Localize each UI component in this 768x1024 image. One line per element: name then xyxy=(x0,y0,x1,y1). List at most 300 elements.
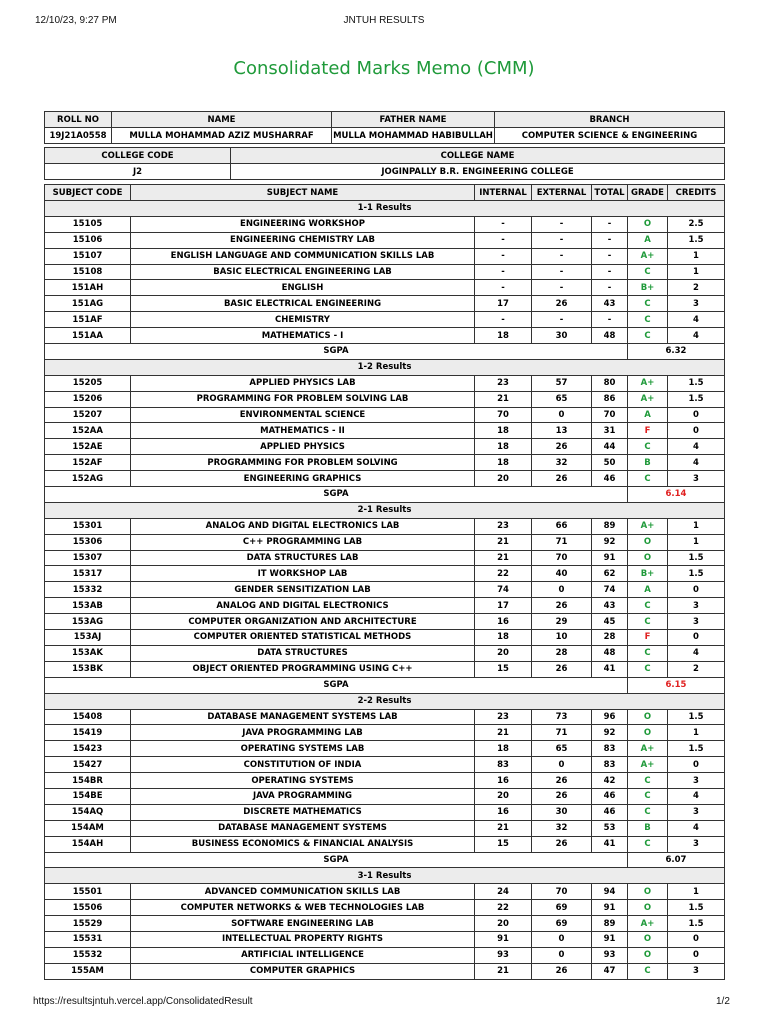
total-marks: 91 xyxy=(592,931,628,947)
subject-name: ENVIRONMENTAL SCIENCE xyxy=(131,407,475,423)
subject-row xyxy=(45,280,725,296)
total-marks: 92 xyxy=(592,534,628,550)
col-credits: CREDITS xyxy=(668,185,725,201)
external-marks: 26 xyxy=(532,439,592,455)
subject-row xyxy=(45,661,725,677)
grade: C xyxy=(628,661,668,677)
subject-row xyxy=(45,375,725,391)
internal-marks: 18 xyxy=(475,455,532,471)
internal-marks: 16 xyxy=(475,773,532,789)
subject-row xyxy=(45,931,725,947)
internal-marks: - xyxy=(475,216,532,232)
subject-name: COMPUTER ORGANIZATION AND ARCHITECTURE xyxy=(131,614,475,630)
subject-row xyxy=(45,439,725,455)
grade: A xyxy=(628,232,668,248)
credits: 2 xyxy=(668,661,725,677)
grade: B+ xyxy=(628,566,668,582)
internal-marks: 15 xyxy=(475,661,532,677)
subject-row xyxy=(45,757,725,773)
credits: 1 xyxy=(668,534,725,550)
credits: 4 xyxy=(668,312,725,328)
external-marks: 0 xyxy=(532,931,592,947)
college-info-table xyxy=(44,147,725,180)
internal-marks: 22 xyxy=(475,900,532,916)
subject-row xyxy=(45,963,725,979)
grade: A+ xyxy=(628,757,668,773)
subject-code: 15207 xyxy=(45,407,131,423)
subject-row xyxy=(45,804,725,820)
internal-marks: 18 xyxy=(475,439,532,455)
total-marks: - xyxy=(592,232,628,248)
external-marks: 32 xyxy=(532,455,592,471)
total-marks: 46 xyxy=(592,471,628,487)
internal-marks: 15 xyxy=(475,836,532,852)
print-page-title: JNTUH RESULTS xyxy=(343,15,425,26)
sgpa-value: 6.15 xyxy=(628,677,725,693)
internal-marks: 74 xyxy=(475,582,532,598)
subject-row xyxy=(45,916,725,932)
subject-name: CONSTITUTION OF INDIA xyxy=(131,757,475,773)
credits: 4 xyxy=(668,645,725,661)
grade: A xyxy=(628,407,668,423)
total-marks: - xyxy=(592,248,628,264)
roll-no-header: ROLL NO xyxy=(45,112,112,128)
subject-code: 15105 xyxy=(45,216,131,232)
credits: 2.5 xyxy=(668,216,725,232)
subject-row xyxy=(45,709,725,725)
subject-name: OBJECT ORIENTED PROGRAMMING USING C++ xyxy=(131,661,475,677)
subject-row xyxy=(45,518,725,534)
internal-marks: 23 xyxy=(475,375,532,391)
sgpa-value: 6.14 xyxy=(628,487,725,503)
internal-marks: 20 xyxy=(475,916,532,932)
subject-name: COMPUTER NETWORKS & WEB TECHNOLOGIES LAB xyxy=(131,900,475,916)
internal-marks: 20 xyxy=(475,645,532,661)
subject-name: ARTIFICIAL INTELLIGENCE xyxy=(131,947,475,963)
internal-marks: 22 xyxy=(475,566,532,582)
subject-code: 154AQ xyxy=(45,804,131,820)
grade: A+ xyxy=(628,391,668,407)
external-marks: 65 xyxy=(532,391,592,407)
sgpa-row xyxy=(45,487,725,503)
total-marks: 48 xyxy=(592,645,628,661)
total-marks: - xyxy=(592,216,628,232)
subject-row xyxy=(45,820,725,836)
subject-name: BASIC ELECTRICAL ENGINEERING LAB xyxy=(131,264,475,280)
external-marks: 29 xyxy=(532,614,592,630)
external-marks: 0 xyxy=(532,947,592,963)
total-marks: 44 xyxy=(592,439,628,455)
grade: C xyxy=(628,471,668,487)
subject-row xyxy=(45,836,725,852)
subject-row xyxy=(45,566,725,582)
external-marks: 26 xyxy=(532,788,592,804)
subject-row xyxy=(45,884,725,900)
external-marks: 0 xyxy=(532,407,592,423)
internal-marks: 83 xyxy=(475,757,532,773)
subject-name: DATA STRUCTURES LAB xyxy=(131,550,475,566)
grade: O xyxy=(628,725,668,741)
total-marks: 48 xyxy=(592,328,628,344)
grade: C xyxy=(628,614,668,630)
subject-name: INTELLECTUAL PROPERTY RIGHTS xyxy=(131,931,475,947)
grade: A+ xyxy=(628,375,668,391)
internal-marks: 17 xyxy=(475,598,532,614)
external-marks: 0 xyxy=(532,757,592,773)
semester-label: 1-1 Results xyxy=(45,201,725,217)
credits: 3 xyxy=(668,471,725,487)
external-marks: 40 xyxy=(532,566,592,582)
subject-code: 15419 xyxy=(45,725,131,741)
credits: 4 xyxy=(668,439,725,455)
father-name-header: FATHER NAME xyxy=(332,112,495,128)
total-marks: 43 xyxy=(592,296,628,312)
external-marks: 71 xyxy=(532,534,592,550)
student-info-table xyxy=(44,111,725,144)
external-marks: 66 xyxy=(532,518,592,534)
subject-row xyxy=(45,773,725,789)
sgpa-label: SGPA xyxy=(45,677,628,693)
branch-value: COMPUTER SCIENCE & ENGINEERING xyxy=(495,128,725,144)
total-marks: 80 xyxy=(592,375,628,391)
subject-code: 152AF xyxy=(45,455,131,471)
credits: 4 xyxy=(668,455,725,471)
total-marks: 91 xyxy=(592,900,628,916)
subject-row xyxy=(45,328,725,344)
subject-name: ENGINEERING GRAPHICS xyxy=(131,471,475,487)
subject-code: 153AB xyxy=(45,598,131,614)
grade: C xyxy=(628,788,668,804)
credits: 3 xyxy=(668,598,725,614)
grade: C xyxy=(628,312,668,328)
col-grade: GRADE xyxy=(628,185,668,201)
subject-row xyxy=(45,630,725,646)
grade: O xyxy=(628,216,668,232)
internal-marks: - xyxy=(475,312,532,328)
credits: 0 xyxy=(668,582,725,598)
subject-code: 15107 xyxy=(45,248,131,264)
subject-row xyxy=(45,248,725,264)
internal-marks: 24 xyxy=(475,884,532,900)
roll-no-value: 19J21A0558 xyxy=(45,128,112,144)
grade: A+ xyxy=(628,916,668,932)
subject-name: OPERATING SYSTEMS LAB xyxy=(131,741,475,757)
grade: A xyxy=(628,582,668,598)
subject-code: 15332 xyxy=(45,582,131,598)
print-url: https://resultsjntuh.vercel.app/ConsolidatedResult xyxy=(33,996,253,1007)
sgpa-label: SGPA xyxy=(45,852,628,868)
grade: C xyxy=(628,804,668,820)
credits: 1.5 xyxy=(668,916,725,932)
subject-code: 153BK xyxy=(45,661,131,677)
internal-marks: 93 xyxy=(475,947,532,963)
internal-marks: 16 xyxy=(475,614,532,630)
grade: C xyxy=(628,598,668,614)
grade: A+ xyxy=(628,248,668,264)
college-code-header: COLLEGE CODE xyxy=(45,148,231,164)
subject-row xyxy=(45,407,725,423)
internal-marks: 18 xyxy=(475,423,532,439)
grade: A+ xyxy=(628,741,668,757)
subject-name: APPLIED PHYSICS LAB xyxy=(131,375,475,391)
credits: 1.5 xyxy=(668,566,725,582)
subject-row xyxy=(45,725,725,741)
subject-name: ENGINEERING WORKSHOP xyxy=(131,216,475,232)
total-marks: - xyxy=(592,264,628,280)
total-marks: 45 xyxy=(592,614,628,630)
internal-marks: - xyxy=(475,264,532,280)
subject-row xyxy=(45,788,725,804)
subject-row xyxy=(45,455,725,471)
credits: 1.5 xyxy=(668,900,725,916)
total-marks: 50 xyxy=(592,455,628,471)
semester-header-row xyxy=(45,693,725,709)
college-code-value: J2 xyxy=(45,164,231,180)
subject-name: ADVANCED COMMUNICATION SKILLS LAB xyxy=(131,884,475,900)
grade: O xyxy=(628,947,668,963)
total-marks: 91 xyxy=(592,550,628,566)
subject-name: BASIC ELECTRICAL ENGINEERING xyxy=(131,296,475,312)
credits: 1.5 xyxy=(668,709,725,725)
print-page-number: 1/2 xyxy=(716,996,730,1007)
internal-marks: 21 xyxy=(475,534,532,550)
external-marks: - xyxy=(532,312,592,328)
subject-code: 151AG xyxy=(45,296,131,312)
credits: 0 xyxy=(668,931,725,947)
subject-code: 15106 xyxy=(45,232,131,248)
external-marks: 26 xyxy=(532,598,592,614)
internal-marks: - xyxy=(475,280,532,296)
grade: F xyxy=(628,630,668,646)
external-marks: 30 xyxy=(532,328,592,344)
semester-header-row xyxy=(45,868,725,884)
subject-name: DATABASE MANAGEMENT SYSTEMS xyxy=(131,820,475,836)
external-marks: 26 xyxy=(532,963,592,979)
internal-marks: 70 xyxy=(475,407,532,423)
subject-code: 15108 xyxy=(45,264,131,280)
grade: O xyxy=(628,534,668,550)
external-marks: 0 xyxy=(532,582,592,598)
external-marks: 65 xyxy=(532,741,592,757)
semester-label: 2-2 Results xyxy=(45,693,725,709)
total-marks: 53 xyxy=(592,820,628,836)
sgpa-value: 6.32 xyxy=(628,344,725,360)
total-marks: 94 xyxy=(592,884,628,900)
branch-header: BRANCH xyxy=(495,112,725,128)
internal-marks: 23 xyxy=(475,709,532,725)
grade: B xyxy=(628,455,668,471)
subject-name: ENGINEERING CHEMISTRY LAB xyxy=(131,232,475,248)
subject-name: JAVA PROGRAMMING LAB xyxy=(131,725,475,741)
grade: C xyxy=(628,645,668,661)
subject-row xyxy=(45,264,725,280)
sgpa-label: SGPA xyxy=(45,487,628,503)
subject-name: GENDER SENSITIZATION LAB xyxy=(131,582,475,598)
grade: F xyxy=(628,423,668,439)
credits: 1 xyxy=(668,248,725,264)
col-internal: INTERNAL xyxy=(475,185,532,201)
subject-code: 154AH xyxy=(45,836,131,852)
semester-header-row xyxy=(45,201,725,217)
total-marks: 28 xyxy=(592,630,628,646)
subject-name: SOFTWARE ENGINEERING LAB xyxy=(131,916,475,932)
internal-marks: - xyxy=(475,232,532,248)
total-marks: 47 xyxy=(592,963,628,979)
subject-row xyxy=(45,471,725,487)
external-marks: - xyxy=(532,216,592,232)
subject-row xyxy=(45,582,725,598)
credits: 1 xyxy=(668,264,725,280)
credits: 3 xyxy=(668,804,725,820)
subject-name: DATABASE MANAGEMENT SYSTEMS LAB xyxy=(131,709,475,725)
subject-name: PROGRAMMING FOR PROBLEM SOLVING xyxy=(131,455,475,471)
subject-code: 152AE xyxy=(45,439,131,455)
subject-code: 155AM xyxy=(45,963,131,979)
grade: B xyxy=(628,820,668,836)
total-marks: 89 xyxy=(592,916,628,932)
sgpa-label: SGPA xyxy=(45,344,628,360)
credits: 4 xyxy=(668,820,725,836)
external-marks: 26 xyxy=(532,471,592,487)
sgpa-value: 6.07 xyxy=(628,852,725,868)
sgpa-row xyxy=(45,677,725,693)
credits: 1 xyxy=(668,725,725,741)
internal-marks: 21 xyxy=(475,391,532,407)
subject-name: DISCRETE MATHEMATICS xyxy=(131,804,475,820)
internal-marks: 18 xyxy=(475,328,532,344)
external-marks: 57 xyxy=(532,375,592,391)
external-marks: 73 xyxy=(532,709,592,725)
credits: 0 xyxy=(668,947,725,963)
sgpa-row xyxy=(45,852,725,868)
external-marks: 70 xyxy=(532,550,592,566)
subject-name: MATHEMATICS - I xyxy=(131,328,475,344)
marks-table xyxy=(44,184,725,980)
marks-table-body xyxy=(45,201,725,980)
subject-code: 15531 xyxy=(45,931,131,947)
subject-row xyxy=(45,216,725,232)
grade: C xyxy=(628,328,668,344)
external-marks: 26 xyxy=(532,836,592,852)
external-marks: 26 xyxy=(532,661,592,677)
total-marks: 41 xyxy=(592,836,628,852)
grade: C xyxy=(628,439,668,455)
credits: 4 xyxy=(668,788,725,804)
semester-header-row xyxy=(45,502,725,518)
credits: 0 xyxy=(668,757,725,773)
subject-code: 15306 xyxy=(45,534,131,550)
subject-code: 15532 xyxy=(45,947,131,963)
credits: 0 xyxy=(668,423,725,439)
total-marks: 86 xyxy=(592,391,628,407)
internal-marks: 23 xyxy=(475,518,532,534)
subject-code: 154BR xyxy=(45,773,131,789)
subject-code: 15427 xyxy=(45,757,131,773)
subject-code: 15529 xyxy=(45,916,131,932)
total-marks: 46 xyxy=(592,788,628,804)
total-marks: - xyxy=(592,312,628,328)
subject-code: 153AG xyxy=(45,614,131,630)
grade: O xyxy=(628,709,668,725)
external-marks: 30 xyxy=(532,804,592,820)
col-subject-code: SUBJECT CODE xyxy=(45,185,131,201)
semester-label: 2-1 Results xyxy=(45,502,725,518)
subject-row xyxy=(45,391,725,407)
name-header: NAME xyxy=(112,112,332,128)
grade: O xyxy=(628,884,668,900)
total-marks: - xyxy=(592,280,628,296)
subject-code: 154BE xyxy=(45,788,131,804)
total-marks: 70 xyxy=(592,407,628,423)
external-marks: 26 xyxy=(532,296,592,312)
subject-code: 15307 xyxy=(45,550,131,566)
internal-marks: 21 xyxy=(475,550,532,566)
internal-marks: 17 xyxy=(475,296,532,312)
external-marks: 13 xyxy=(532,423,592,439)
subject-row xyxy=(45,598,725,614)
semester-label: 1-2 Results xyxy=(45,359,725,375)
subject-name: CHEMISTRY xyxy=(131,312,475,328)
credits: 0 xyxy=(668,407,725,423)
subject-name: C++ PROGRAMMING LAB xyxy=(131,534,475,550)
external-marks: 70 xyxy=(532,884,592,900)
credits: 1.5 xyxy=(668,375,725,391)
internal-marks: 16 xyxy=(475,804,532,820)
subject-code: 15501 xyxy=(45,884,131,900)
subject-name: COMPUTER ORIENTED STATISTICAL METHODS xyxy=(131,630,475,646)
total-marks: 41 xyxy=(592,661,628,677)
subject-name: JAVA PROGRAMMING xyxy=(131,788,475,804)
internal-marks: 21 xyxy=(475,963,532,979)
total-marks: 31 xyxy=(592,423,628,439)
subject-name: COMPUTER GRAPHICS xyxy=(131,963,475,979)
internal-marks: 20 xyxy=(475,788,532,804)
credits: 3 xyxy=(668,614,725,630)
subject-code: 151AF xyxy=(45,312,131,328)
grade: A+ xyxy=(628,518,668,534)
subject-code: 152AG xyxy=(45,471,131,487)
subject-row xyxy=(45,296,725,312)
subject-row xyxy=(45,550,725,566)
external-marks: 69 xyxy=(532,916,592,932)
col-external: EXTERNAL xyxy=(532,185,592,201)
total-marks: 83 xyxy=(592,741,628,757)
external-marks: 69 xyxy=(532,900,592,916)
internal-marks: 18 xyxy=(475,630,532,646)
subject-code: 15423 xyxy=(45,741,131,757)
subject-name: PROGRAMMING FOR PROBLEM SOLVING LAB xyxy=(131,391,475,407)
grade: B+ xyxy=(628,280,668,296)
grade: C xyxy=(628,264,668,280)
credits: 1.5 xyxy=(668,550,725,566)
grade: O xyxy=(628,550,668,566)
total-marks: 83 xyxy=(592,757,628,773)
external-marks: - xyxy=(532,264,592,280)
total-marks: 46 xyxy=(592,804,628,820)
subject-name: ENGLISH LANGUAGE AND COMMUNICATION SKILLS LAB xyxy=(131,248,475,264)
subject-name: ANALOG AND DIGITAL ELECTRONICS LAB xyxy=(131,518,475,534)
subject-code: 15206 xyxy=(45,391,131,407)
subject-code: 151AH xyxy=(45,280,131,296)
external-marks: - xyxy=(532,248,592,264)
internal-marks: 20 xyxy=(475,471,532,487)
external-marks: 26 xyxy=(532,773,592,789)
subject-code: 15506 xyxy=(45,900,131,916)
subject-row xyxy=(45,423,725,439)
external-marks: 28 xyxy=(532,645,592,661)
total-marks: 62 xyxy=(592,566,628,582)
father-name-value: MULLA MOHAMMAD HABIBULLAH xyxy=(332,128,495,144)
